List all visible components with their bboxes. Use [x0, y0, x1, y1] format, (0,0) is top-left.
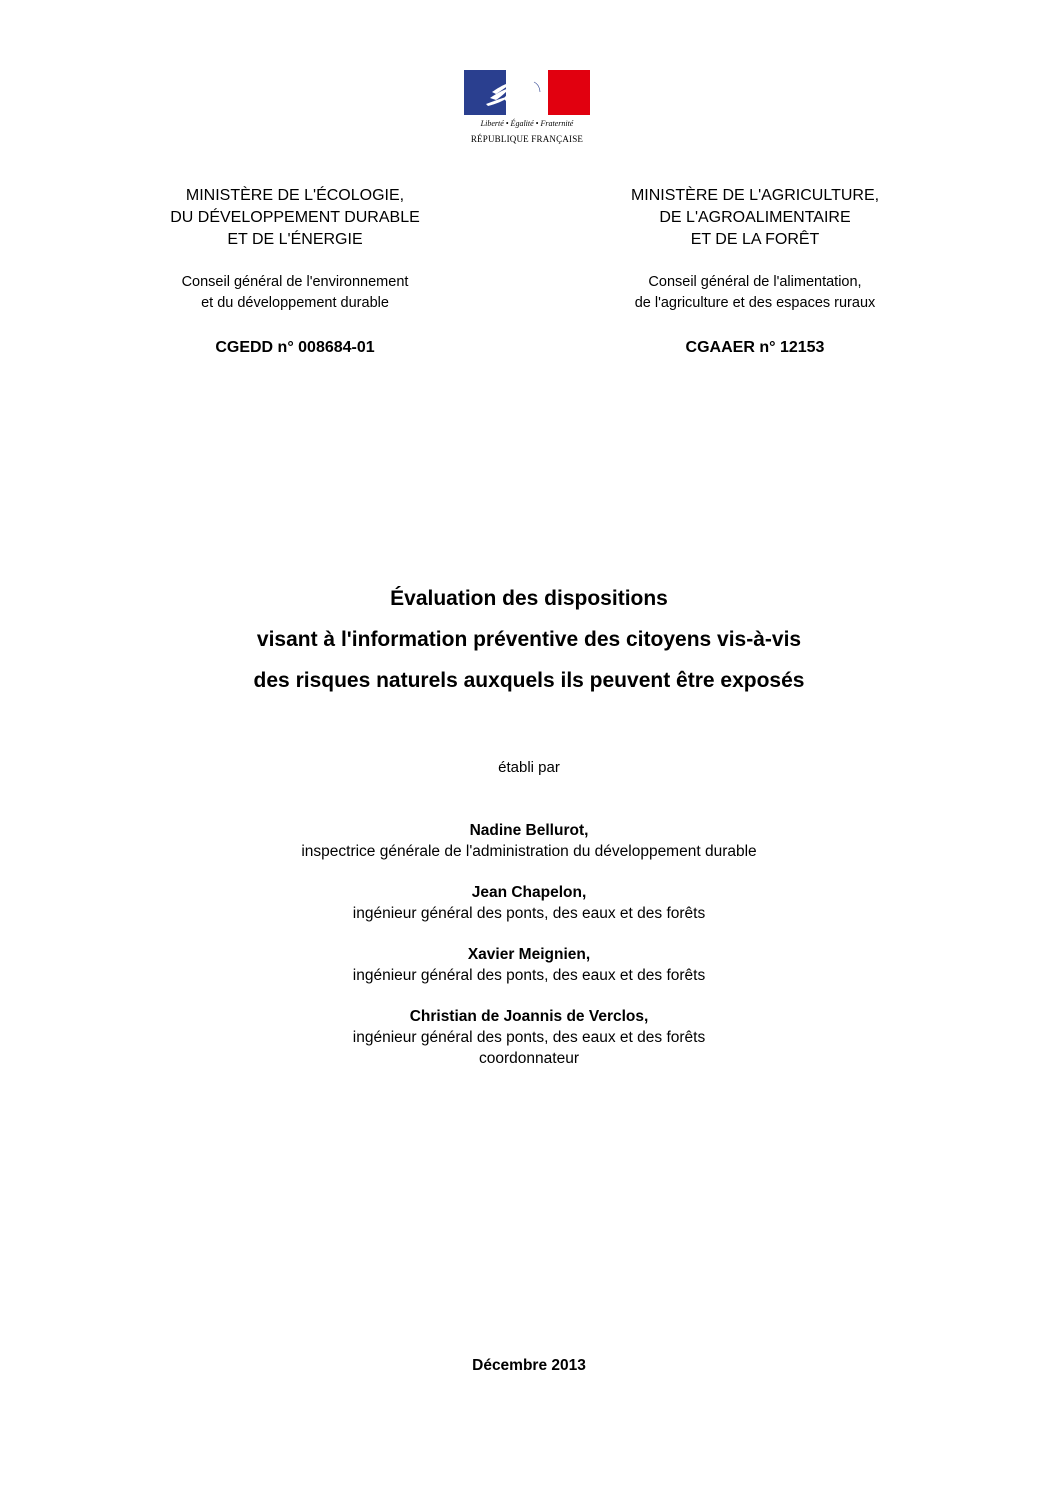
- author-entry: [0, 882, 1058, 924]
- authors-list: [0, 820, 1058, 1089]
- logo-republique-francaise: RÉPUBLIQUE FRANÇAISE: [470, 134, 584, 144]
- republique-francaise-logo: [460, 68, 594, 150]
- right-conseil-line: Conseil général de l'alimentation,: [648, 274, 862, 290]
- right-ministry-line: ET DE LA FORÊT: [690, 231, 820, 248]
- right-conseil-line: de l'agriculture et des espaces ruraux: [634, 295, 876, 311]
- right-ministry-line: DE L'AGROALIMENTAIRE: [659, 209, 851, 226]
- left-ministry-block: [105, 185, 485, 359]
- author-role: coordonnateur: [479, 1050, 579, 1067]
- document-title: [0, 578, 1058, 701]
- author-role: ingénieur général des ponts, des eaux et des forêts: [352, 905, 706, 922]
- left-ministry-line: DU DÉVELOPPEMENT DURABLE: [170, 209, 420, 226]
- left-ministry-line: MINISTÈRE DE L'ÉCOLOGIE,: [185, 187, 405, 204]
- left-reference-number: CGEDD n° 008684-01: [215, 339, 375, 356]
- left-conseil-line: et du développement durable: [201, 295, 389, 311]
- etabli-par-label: établi par: [498, 759, 560, 776]
- author-name: Xavier Meignien,: [467, 946, 591, 963]
- author-name: Christian de Joannis de Verclos,: [409, 1008, 649, 1025]
- title-line: visant à l'information préventive des citoyens vis-à-vis: [256, 628, 802, 651]
- author-role: ingénieur général des ponts, des eaux et des forêts: [352, 967, 706, 984]
- author-entry: [0, 1006, 1058, 1069]
- left-conseil: [105, 272, 485, 314]
- right-ministry-block: [565, 185, 945, 359]
- document-date: Décembre 2013: [472, 1357, 586, 1374]
- author-role: ingénieur général des ponts, des eaux et des forêts: [352, 1029, 706, 1046]
- author-name: Nadine Bellurot,: [469, 822, 589, 839]
- right-ministry-line: MINISTÈRE DE L'AGRICULTURE,: [630, 187, 880, 204]
- marianne-flag-icon: [460, 68, 594, 118]
- right-conseil: [565, 272, 945, 314]
- title-line: des risques naturels auxquels ils peuvent être exposés: [253, 669, 805, 692]
- author-entry: [0, 820, 1058, 862]
- author-name: Jean Chapelon,: [471, 884, 587, 901]
- right-reference-number: CGAAER n° 12153: [685, 339, 825, 356]
- left-ministry-line: ET DE L'ÉNERGIE: [227, 231, 363, 248]
- logo-motto: Liberté • Égalité • Fraternité: [480, 119, 574, 128]
- author-entry: [0, 944, 1058, 986]
- left-conseil-line: Conseil général de l'environnement: [181, 274, 409, 290]
- author-role: inspectrice générale de l'administration du développement durable: [301, 843, 757, 860]
- title-line: Évaluation des dispositions: [390, 587, 668, 610]
